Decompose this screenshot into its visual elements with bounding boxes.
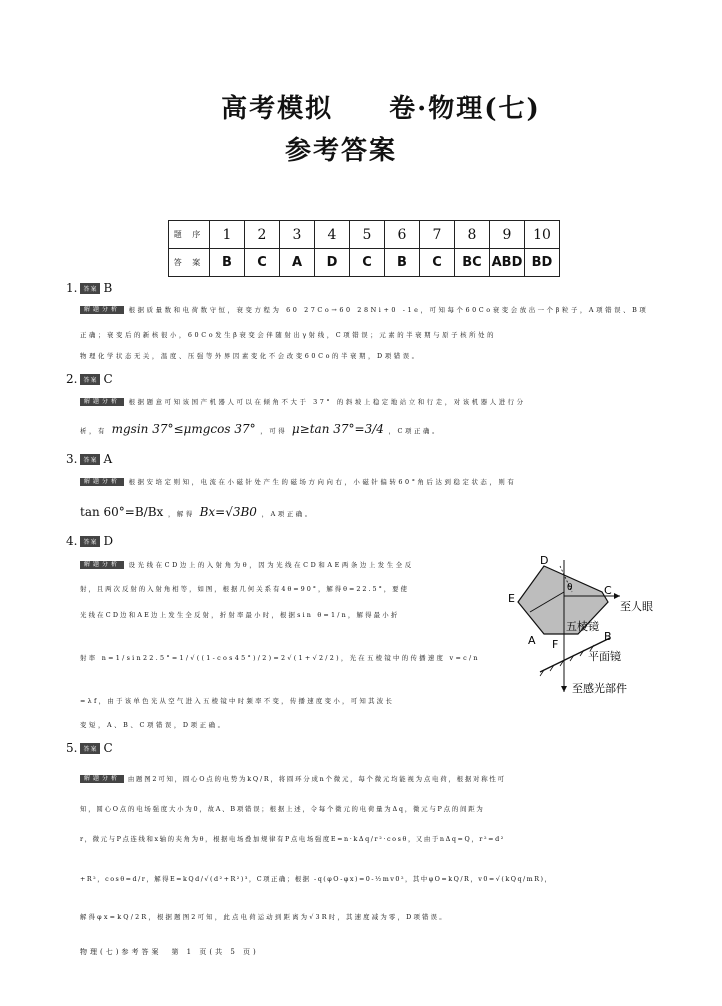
analysis-tag: 解题分析 (80, 306, 124, 314)
q5-number: 5. (66, 741, 78, 755)
q1-header (66, 281, 112, 295)
label-mirror: 平面镜 (588, 650, 621, 663)
q3-line1: 根据安培定则知，电流在小磁针处产生的磁场方向向右，小磁针偏转60°角后达到稳定状态，则有 (128, 478, 517, 486)
q4-number: 4. (66, 534, 78, 548)
analysis-tag: 解题分析 (80, 561, 124, 569)
q3-answer: A (103, 452, 113, 466)
arrow-out (614, 593, 620, 599)
table-cell: C (420, 249, 455, 277)
label-F: F (552, 638, 559, 651)
q5-line1: 由题图2可知，圆心O点的电势为kQ/R，将圆环分成n个微元，每个微元均能视为点电荷，根据对称性可 (127, 775, 506, 783)
label-E: E (508, 592, 515, 605)
answer-tag: 答案 (80, 454, 100, 465)
q1-line2: 正确；衰变后的新核很小，60Co发生β衰变会伴随射出γ射线，C项错误；元素的半衰期与原子核所处的 (80, 331, 497, 339)
q2-header (66, 372, 113, 386)
q3-number: 3. (66, 452, 78, 466)
label-A: A (528, 634, 536, 647)
q2-line2-a: 析，有 (80, 427, 107, 435)
row-label-answer: 答 案 (169, 249, 210, 277)
pentaprism-figure (500, 552, 690, 712)
label-D: D (540, 554, 549, 567)
label-to-sensor: 至感光部件 (572, 682, 627, 695)
label-B: B (604, 630, 612, 643)
q3-line2-c: ，A项正确。 (261, 510, 314, 518)
table-cell: 7 (420, 221, 455, 249)
table-cell: 9 (490, 221, 525, 249)
q4-line4: 射率 n=1/sin22.5°=1/√((1-cos45°)/2)=2√(1+√2/2)，光在五棱镜中的传播速度 v=c/n (80, 654, 480, 662)
table-row-answers (169, 249, 560, 277)
q4-line2: 射，且两次反射的入射角相等，如图，根据几何关系有4θ=90°，解得θ=22.5°，要使 (80, 585, 409, 593)
answer-table (168, 220, 560, 277)
answer-tag: 答案 (80, 536, 100, 547)
table-cell: C (245, 249, 280, 277)
row-label-number: 题 序 (169, 221, 210, 249)
q4-line5: =λf，由于该单色光从空气进入五棱镜中时频率不变，传播速度变小，可知其波长 (80, 697, 395, 705)
q1-answer: B (103, 281, 113, 295)
table-cell: 8 (455, 221, 490, 249)
q2-line1: 根据题意可知该国产机器人可以在倾角不大于 37° 的斜坡上稳定地站立和行走，对该机器人进行分 (128, 398, 526, 406)
page-footer: 物理(七)参考答案 第 1 页(共 5 页) (80, 948, 259, 956)
q3-header (66, 452, 112, 466)
table-cell: BD (525, 249, 560, 277)
table-cell: BC (455, 249, 490, 277)
table-cell: 4 (315, 221, 350, 249)
q1-number: 1. (66, 281, 78, 295)
table-cell: B (210, 249, 245, 277)
q4-line3: 光线在CD边和AE边上发生全反射，折射率最小时，根据sin θ=1/n，解得最小折 (80, 611, 400, 619)
q2-formula-1: mgsin 37°≤μmgcos 37° (111, 422, 256, 436)
table-cell: 1 (210, 221, 245, 249)
q5-answer: C (103, 741, 113, 755)
q3-line2-b: ，解得 (167, 510, 195, 518)
table-cell: C (350, 249, 385, 277)
q4-line6: 变短，A、B、C项错误，D项正确。 (80, 721, 227, 729)
answer-tag: 答案 (80, 283, 100, 294)
q2-answer: C (103, 372, 113, 386)
q3-formula-1: tan 60°=B/Bx (80, 505, 164, 519)
label-to-eye: 至人眼 (620, 600, 653, 613)
analysis-tag: 解题分析 (80, 775, 124, 783)
analysis-tag: 解题分析 (80, 478, 124, 486)
table-cell: 2 (245, 221, 280, 249)
table-cell: 10 (525, 221, 560, 249)
q1-line1: 根据质量数和电荷数守恒，衰变方程为 60 27Co→60 28Ni+0 -1e，可知每个60Co衰变会放出一个β粒子，A项错误、B项 (128, 306, 649, 314)
q5-line3: r，微元与P点连线和x轴的夹角为θ，根据电场叠加规律有P点电场强度E=n·kΔq/r²·cosθ，又由于nΔq=Q，r²=d² (80, 835, 505, 843)
answer-tag: 答案 (80, 743, 100, 754)
q4-answer: D (103, 534, 114, 548)
arrow-down (561, 686, 567, 692)
q4-line1: 设光线在CD边上的入射角为θ，因为光线在CD和AE两条边上发生全反 (128, 561, 414, 569)
q2-line2-c: ，C项正确。 (388, 427, 441, 435)
table-cell: 6 (385, 221, 420, 249)
analysis-tag: 解题分析 (80, 398, 124, 406)
q5-header (66, 741, 113, 755)
q5-line2: 知，圆心O点的电场强度大小为0，故A、B项错误；根据上述，令每个微元的电荷量为Δq，微元与P点的间距为 (80, 805, 485, 813)
table-cell: 5 (350, 221, 385, 249)
table-cell: D (315, 249, 350, 277)
q4-header (66, 534, 113, 548)
label-C: C (604, 584, 612, 597)
answer-tag: 答案 (80, 374, 100, 385)
table-cell: B (385, 249, 420, 277)
table-cell: A (280, 249, 315, 277)
q1-line3: 物理化学状态无关，温度、压强等外界因素变化不会改变60Co的半衰期，D项错误。 (80, 352, 421, 360)
table-cell: 3 (280, 221, 315, 249)
q2-number: 2. (66, 372, 78, 386)
table-row-numbers (169, 221, 560, 249)
label-theta: θ (567, 583, 573, 593)
q2-formula-2: μ≥tan 37°=3/4 (291, 422, 384, 436)
page-subtitle: 参考答案 (284, 136, 397, 166)
q3-formula-2: Bx=√3B0 (199, 505, 257, 519)
q5-line4: +R²，cosθ=d/r，解得E=kQd/√(d²+R²)³，C项正确；根据 -q(φO-φx)=0-½mv0²，其中φO=kQ/R，v0=√(kQq/mR)， (80, 875, 553, 883)
q2-line2-b: ，可得 (260, 427, 288, 435)
label-prism: 五棱镜 (566, 620, 599, 633)
q5-line5: 解得φx=kQ/2R，根据题图2可知，此点电荷运动到距离为√3R时，其速度减为零，D项错误。 (80, 913, 448, 921)
page-title: 高考模拟 卷·物理(七) (221, 94, 541, 124)
table-cell: ABD (490, 249, 525, 277)
